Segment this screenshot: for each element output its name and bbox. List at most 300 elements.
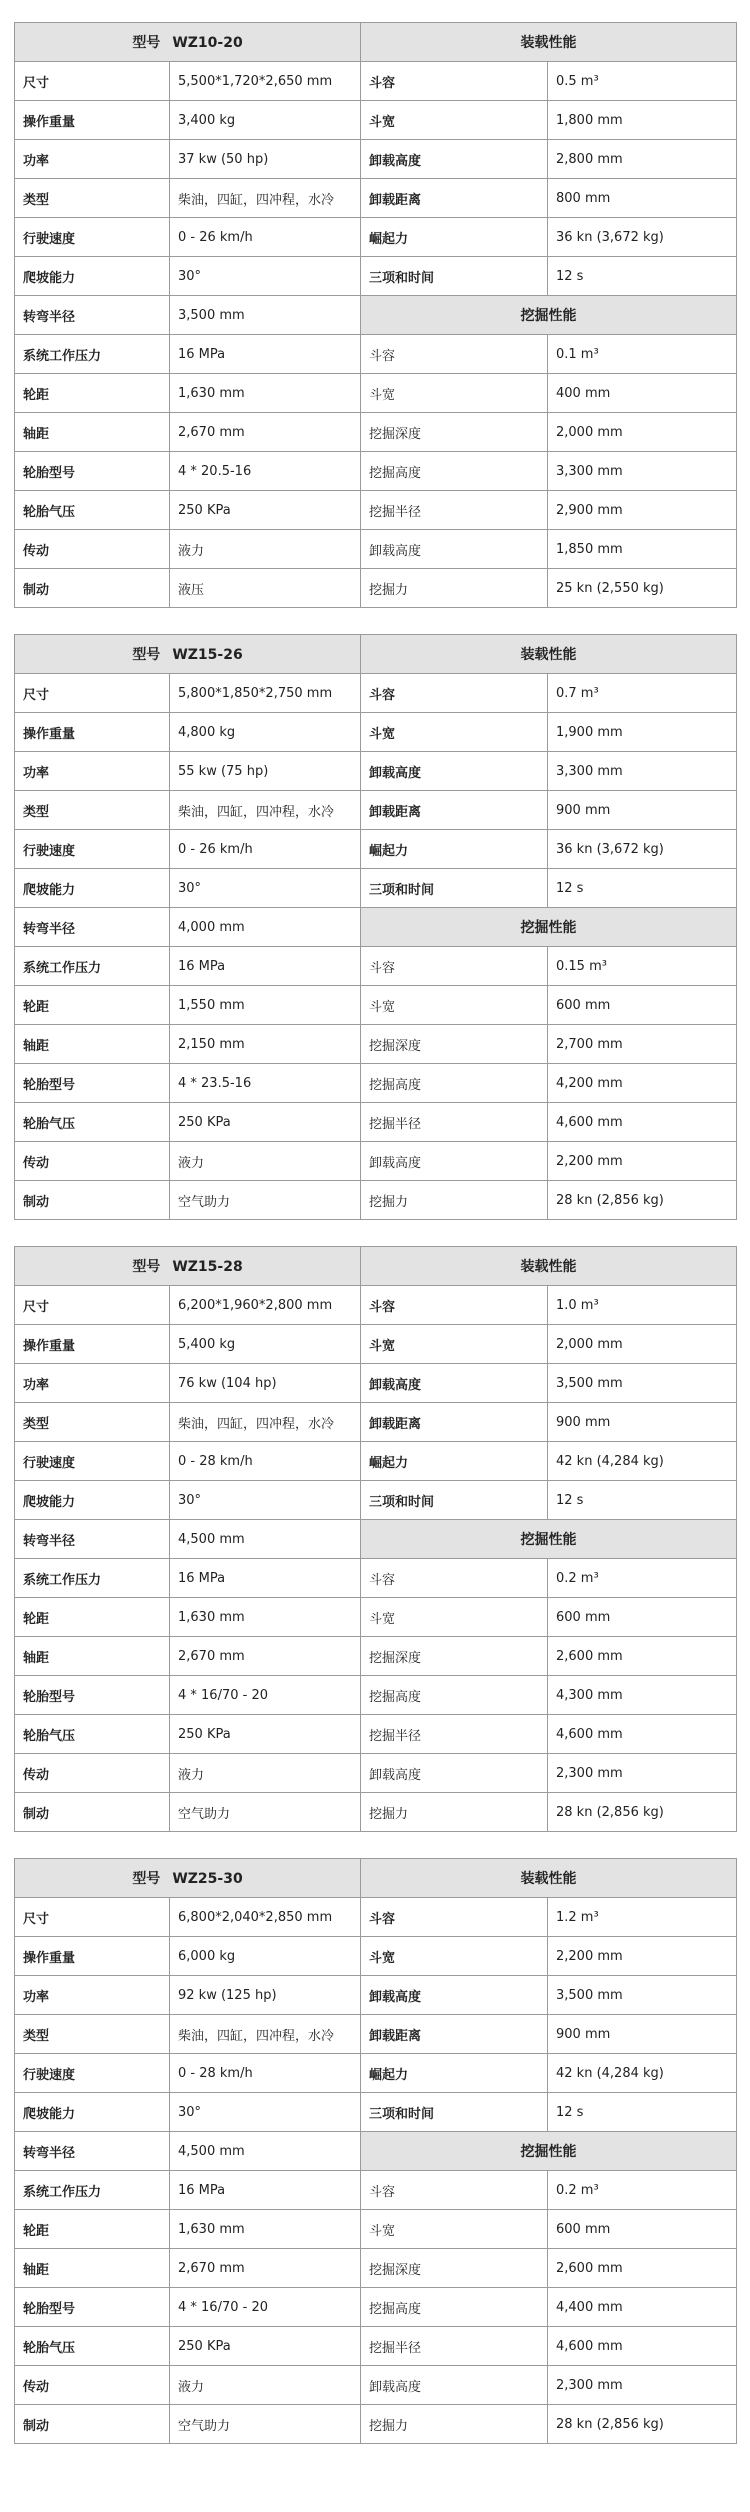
- spec-value: 0 - 28 km/h: [170, 2054, 361, 2093]
- spec-value: 250 KPa: [170, 1103, 361, 1142]
- spec-label: 爬坡能力: [15, 1481, 170, 1520]
- spec-label: 轮胎型号: [15, 2288, 170, 2327]
- spec-value: 液力: [170, 1754, 361, 1793]
- spec-label: 功率: [15, 1364, 170, 1403]
- dig-spec-label: 挖掘深度: [361, 413, 548, 452]
- spec-value: 液压: [170, 569, 361, 608]
- load-spec-label: 斗容: [361, 62, 548, 101]
- load-spec-label: 斗宽: [361, 101, 548, 140]
- spec-value: 92 kw (125 hp): [170, 1976, 361, 2015]
- spec-label: 轮胎气压: [15, 491, 170, 530]
- table-row: [15, 2015, 737, 2054]
- spec-value: 4,000 mm: [170, 908, 361, 947]
- spec-value: 1,630 mm: [170, 1598, 361, 1637]
- load-spec-value: 36 kn (3,672 kg): [548, 218, 737, 257]
- dig-spec-value: 0.1 m³: [548, 335, 737, 374]
- spec-value: 30°: [170, 1481, 361, 1520]
- spec-value: 3,500 mm: [170, 296, 361, 335]
- table-row: [15, 1976, 737, 2015]
- spec-label: 轮胎气压: [15, 2327, 170, 2366]
- table-row: [15, 2171, 737, 2210]
- load-spec-value: 3,500 mm: [548, 1976, 737, 2015]
- load-spec-label: 崛起力: [361, 218, 548, 257]
- table-row: [15, 1142, 737, 1181]
- dig-spec-value: 25 kn (2,550 kg): [548, 569, 737, 608]
- dig-spec-value: 2,300 mm: [548, 2366, 737, 2405]
- dig-spec-value: 2,700 mm: [548, 1025, 737, 1064]
- load-spec-value: 12 s: [548, 257, 737, 296]
- table-row: [15, 1754, 737, 1793]
- model-heading: [15, 23, 361, 62]
- spec-label: 操作重量: [15, 101, 170, 140]
- spec-value: 3,400 kg: [170, 101, 361, 140]
- dig-spec-label: 卸载高度: [361, 2366, 548, 2405]
- spec-value: 5,800*1,850*2,750 mm: [170, 674, 361, 713]
- spec-value: 2,670 mm: [170, 1637, 361, 1676]
- load-spec-value: 900 mm: [548, 791, 737, 830]
- load-spec-value: 1,900 mm: [548, 713, 737, 752]
- spec-label: 操作重量: [15, 1325, 170, 1364]
- dig-spec-label: 挖掘半径: [361, 1715, 548, 1754]
- table-row: [15, 1715, 737, 1754]
- spec-label: 制动: [15, 1181, 170, 1220]
- load-spec-label: 卸载距离: [361, 791, 548, 830]
- spec-value: 4,500 mm: [170, 1520, 361, 1559]
- spec-label: 轴距: [15, 413, 170, 452]
- spec-value: 1,630 mm: [170, 2210, 361, 2249]
- table-row: [15, 830, 737, 869]
- dig-spec-value: 600 mm: [548, 2210, 737, 2249]
- table-header-row: [15, 635, 737, 674]
- spec-label: 轮胎气压: [15, 1715, 170, 1754]
- table-row: [15, 296, 737, 335]
- table-row: [15, 1064, 737, 1103]
- load-spec-value: 12 s: [548, 869, 737, 908]
- load-spec-value: 1,800 mm: [548, 101, 737, 140]
- dig-spec-label: 斗容: [361, 2171, 548, 2210]
- dig-spec-label: 挖掘深度: [361, 1025, 548, 1064]
- table-row: [15, 218, 737, 257]
- spec-value: 76 kw (104 hp): [170, 1364, 361, 1403]
- spec-label: 轮胎型号: [15, 452, 170, 491]
- spec-label: 类型: [15, 2015, 170, 2054]
- table-row: [15, 2093, 737, 2132]
- spec-label: 系统工作压力: [15, 335, 170, 374]
- dig-spec-value: 28 kn (2,856 kg): [548, 1181, 737, 1220]
- table-row: [15, 2054, 737, 2093]
- spec-label: 传动: [15, 1142, 170, 1181]
- dig-spec-value: 4,600 mm: [548, 1715, 737, 1754]
- spec-label: 爬坡能力: [15, 869, 170, 908]
- model-heading: [15, 1859, 361, 1898]
- table-row: [15, 1559, 737, 1598]
- table-row: [15, 1793, 737, 1832]
- spec-label: 转弯半径: [15, 2132, 170, 2171]
- model-name: WZ10-20: [172, 35, 243, 51]
- table-row: [15, 1676, 737, 1715]
- dig-spec-value: 2,600 mm: [548, 1637, 737, 1676]
- table-row: [15, 530, 737, 569]
- spec-value: 250 KPa: [170, 1715, 361, 1754]
- load-spec-value: 12 s: [548, 1481, 737, 1520]
- dig-spec-value: 2,300 mm: [548, 1754, 737, 1793]
- spec-value: 6,200*1,960*2,800 mm: [170, 1286, 361, 1325]
- model-heading: [15, 1247, 361, 1286]
- load-spec-label: 斗宽: [361, 1937, 548, 1976]
- spec-value: 4 * 16/70 - 20: [170, 1676, 361, 1715]
- spec-value: 0 - 26 km/h: [170, 218, 361, 257]
- table-row: [15, 1325, 737, 1364]
- table-row: [15, 491, 737, 530]
- model-name: WZ15-28: [172, 1259, 243, 1275]
- spec-label: 转弯半径: [15, 908, 170, 947]
- spec-label: 轮胎气压: [15, 1103, 170, 1142]
- load-spec-value: 2,000 mm: [548, 1325, 737, 1364]
- table-row: [15, 452, 737, 491]
- section-heading-dig: 挖掘性能: [361, 1520, 737, 1559]
- spec-label: 功率: [15, 752, 170, 791]
- dig-spec-value: 3,300 mm: [548, 452, 737, 491]
- load-spec-value: 0.7 m³: [548, 674, 737, 713]
- table-row: [15, 2366, 737, 2405]
- spec-value: 16 MPa: [170, 2171, 361, 2210]
- spec-label: 功率: [15, 1976, 170, 2015]
- dig-spec-label: 挖掘高度: [361, 1676, 548, 1715]
- spec-value: 柴油，四缸，四冲程，水冷: [170, 179, 361, 218]
- table-row: [15, 101, 737, 140]
- model-label: 型号: [132, 647, 161, 663]
- table-row: [15, 1364, 737, 1403]
- spec-label: 类型: [15, 1403, 170, 1442]
- model-name: WZ15-26: [172, 647, 243, 663]
- load-spec-label: 斗容: [361, 674, 548, 713]
- table-row: [15, 2405, 737, 2444]
- spec-label: 系统工作压力: [15, 947, 170, 986]
- spec-value: 5,400 kg: [170, 1325, 361, 1364]
- spec-value: 柴油，四缸，四冲程，水冷: [170, 2015, 361, 2054]
- dig-spec-label: 挖掘深度: [361, 1637, 548, 1676]
- spec-label: 尺寸: [15, 674, 170, 713]
- dig-spec-value: 2,600 mm: [548, 2249, 737, 2288]
- spec-label: 尺寸: [15, 62, 170, 101]
- section-heading-load: 装载性能: [361, 1859, 737, 1898]
- table-row: [15, 908, 737, 947]
- table-row: [15, 335, 737, 374]
- load-spec-label: 卸载高度: [361, 1976, 548, 2015]
- section-heading-dig: 挖掘性能: [361, 296, 737, 335]
- load-spec-value: 2,200 mm: [548, 1937, 737, 1976]
- dig-spec-value: 2,900 mm: [548, 491, 737, 530]
- load-spec-value: 12 s: [548, 2093, 737, 2132]
- spec-label: 轮胎型号: [15, 1064, 170, 1103]
- load-spec-label: 卸载距离: [361, 179, 548, 218]
- table-row: [15, 1937, 737, 1976]
- spec-label: 行驶速度: [15, 830, 170, 869]
- spec-value: 4 * 20.5-16: [170, 452, 361, 491]
- spec-table-wz10-20: [14, 22, 737, 608]
- table-row: [15, 1637, 737, 1676]
- dig-spec-value: 4,600 mm: [548, 2327, 737, 2366]
- table-row: [15, 752, 737, 791]
- spec-label: 系统工作压力: [15, 2171, 170, 2210]
- dig-spec-value: 1,850 mm: [548, 530, 737, 569]
- section-heading-load: 装载性能: [361, 635, 737, 674]
- spec-value: 1,550 mm: [170, 986, 361, 1025]
- spec-value: 4,800 kg: [170, 713, 361, 752]
- spec-value: 16 MPa: [170, 1559, 361, 1598]
- dig-spec-label: 挖掘高度: [361, 2288, 548, 2327]
- table-row: [15, 986, 737, 1025]
- load-spec-label: 斗容: [361, 1286, 548, 1325]
- table-row: [15, 674, 737, 713]
- table-row: [15, 1442, 737, 1481]
- spec-label: 转弯半径: [15, 1520, 170, 1559]
- load-spec-value: 2,800 mm: [548, 140, 737, 179]
- dig-spec-label: 挖掘半径: [361, 2327, 548, 2366]
- load-spec-label: 卸载高度: [361, 1364, 548, 1403]
- spec-label: 轮胎型号: [15, 1676, 170, 1715]
- section-heading-dig: 挖掘性能: [361, 908, 737, 947]
- table-row: [15, 947, 737, 986]
- dig-spec-label: 斗宽: [361, 986, 548, 1025]
- dig-spec-value: 0.2 m³: [548, 1559, 737, 1598]
- load-spec-label: 斗宽: [361, 1325, 548, 1364]
- dig-spec-label: 挖掘高度: [361, 452, 548, 491]
- spec-value: 16 MPa: [170, 947, 361, 986]
- spec-label: 尺寸: [15, 1286, 170, 1325]
- spec-table-wz15-26: [14, 634, 737, 1220]
- dig-spec-value: 2,000 mm: [548, 413, 737, 452]
- dig-spec-label: 卸载高度: [361, 530, 548, 569]
- spec-value: 0 - 28 km/h: [170, 1442, 361, 1481]
- table-row: [15, 2327, 737, 2366]
- load-spec-label: 三项和时间: [361, 1481, 548, 1520]
- load-spec-label: 三项和时间: [361, 2093, 548, 2132]
- load-spec-label: 崛起力: [361, 2054, 548, 2093]
- spec-label: 制动: [15, 1793, 170, 1832]
- load-spec-value: 1.0 m³: [548, 1286, 737, 1325]
- spec-value: 空气助力: [170, 2405, 361, 2444]
- section-heading-load: 装载性能: [361, 23, 737, 62]
- dig-spec-value: 600 mm: [548, 986, 737, 1025]
- dig-spec-value: 4,600 mm: [548, 1103, 737, 1142]
- spec-value: 1,630 mm: [170, 374, 361, 413]
- table-row: [15, 1181, 737, 1220]
- table-row: [15, 2249, 737, 2288]
- table-row: [15, 1481, 737, 1520]
- dig-spec-value: 28 kn (2,856 kg): [548, 1793, 737, 1832]
- dig-spec-value: 0.15 m³: [548, 947, 737, 986]
- table-header-row: [15, 1859, 737, 1898]
- spec-label: 传动: [15, 2366, 170, 2405]
- table-row: [15, 1403, 737, 1442]
- spec-label: 传动: [15, 1754, 170, 1793]
- spec-value: 6,800*2,040*2,850 mm: [170, 1898, 361, 1937]
- table-row: [15, 1025, 737, 1064]
- load-spec-label: 崛起力: [361, 830, 548, 869]
- load-spec-value: 3,500 mm: [548, 1364, 737, 1403]
- table-row: [15, 1598, 737, 1637]
- spec-label: 爬坡能力: [15, 2093, 170, 2132]
- spec-label: 尺寸: [15, 1898, 170, 1937]
- table-row: [15, 569, 737, 608]
- dig-spec-label: 挖掘力: [361, 569, 548, 608]
- model-label: 型号: [132, 1259, 161, 1275]
- spec-label: 轮距: [15, 1598, 170, 1637]
- table-header-row: [15, 23, 737, 62]
- dig-spec-label: 挖掘力: [361, 2405, 548, 2444]
- table-row: [15, 2210, 737, 2249]
- spec-label: 系统工作压力: [15, 1559, 170, 1598]
- table-row: [15, 413, 737, 452]
- spec-value: 柴油，四缸，四冲程，水冷: [170, 1403, 361, 1442]
- dig-spec-label: 挖掘高度: [361, 1064, 548, 1103]
- spec-label: 传动: [15, 530, 170, 569]
- table-row: [15, 62, 737, 101]
- table-row: [15, 1898, 737, 1937]
- spec-value: 4 * 23.5-16: [170, 1064, 361, 1103]
- spec-label: 行驶速度: [15, 1442, 170, 1481]
- spec-label: 制动: [15, 569, 170, 608]
- model-name: WZ25-30: [172, 1871, 243, 1887]
- section-heading-load: 装载性能: [361, 1247, 737, 1286]
- spec-value: 液力: [170, 2366, 361, 2405]
- spec-value: 柴油，四缸，四冲程，水冷: [170, 791, 361, 830]
- model-heading: [15, 635, 361, 674]
- spec-value: 0 - 26 km/h: [170, 830, 361, 869]
- spec-value: 2,150 mm: [170, 1025, 361, 1064]
- dig-spec-value: 400 mm: [548, 374, 737, 413]
- dig-spec-value: 4,200 mm: [548, 1064, 737, 1103]
- spec-label: 行驶速度: [15, 2054, 170, 2093]
- dig-spec-value: 0.2 m³: [548, 2171, 737, 2210]
- load-spec-label: 斗宽: [361, 713, 548, 752]
- spec-label: 轴距: [15, 2249, 170, 2288]
- table-row: [15, 2132, 737, 2171]
- load-spec-value: 900 mm: [548, 1403, 737, 1442]
- spec-label: 轴距: [15, 1025, 170, 1064]
- spec-value: 空气助力: [170, 1793, 361, 1832]
- load-spec-label: 崛起力: [361, 1442, 548, 1481]
- model-label: 型号: [132, 35, 161, 51]
- spec-value: 4,500 mm: [170, 2132, 361, 2171]
- dig-spec-label: 挖掘力: [361, 1793, 548, 1832]
- spec-table-wz15-28: [14, 1246, 737, 1832]
- dig-spec-label: 斗容: [361, 1559, 548, 1598]
- dig-spec-value: 2,200 mm: [548, 1142, 737, 1181]
- spec-value: 250 KPa: [170, 491, 361, 530]
- load-spec-value: 0.5 m³: [548, 62, 737, 101]
- dig-spec-label: 斗容: [361, 335, 548, 374]
- spec-label: 操作重量: [15, 713, 170, 752]
- load-spec-label: 三项和时间: [361, 869, 548, 908]
- dig-spec-label: 斗容: [361, 947, 548, 986]
- table-row: [15, 140, 737, 179]
- table-header-row: [15, 1247, 737, 1286]
- spec-label: 转弯半径: [15, 296, 170, 335]
- load-spec-value: 900 mm: [548, 2015, 737, 2054]
- spec-value: 空气助力: [170, 1181, 361, 1220]
- spec-value: 液力: [170, 1142, 361, 1181]
- dig-spec-label: 斗宽: [361, 374, 548, 413]
- spec-value: 5,500*1,720*2,650 mm: [170, 62, 361, 101]
- dig-spec-label: 挖掘半径: [361, 1103, 548, 1142]
- dig-spec-value: 4,400 mm: [548, 2288, 737, 2327]
- table-row: [15, 869, 737, 908]
- spec-value: 55 kw (75 hp): [170, 752, 361, 791]
- section-heading-dig: 挖掘性能: [361, 2132, 737, 2171]
- spec-label: 类型: [15, 791, 170, 830]
- load-spec-value: 1.2 m³: [548, 1898, 737, 1937]
- load-spec-label: 卸载高度: [361, 752, 548, 791]
- dig-spec-value: 28 kn (2,856 kg): [548, 2405, 737, 2444]
- load-spec-value: 36 kn (3,672 kg): [548, 830, 737, 869]
- spec-value: 30°: [170, 257, 361, 296]
- spec-label: 行驶速度: [15, 218, 170, 257]
- table-row: [15, 713, 737, 752]
- spec-value: 30°: [170, 2093, 361, 2132]
- spec-value: 250 KPa: [170, 2327, 361, 2366]
- dig-spec-label: 挖掘半径: [361, 491, 548, 530]
- dig-spec-value: 4,300 mm: [548, 1676, 737, 1715]
- spec-label: 功率: [15, 140, 170, 179]
- spec-value: 2,670 mm: [170, 2249, 361, 2288]
- dig-spec-label: 挖掘力: [361, 1181, 548, 1220]
- table-row: [15, 791, 737, 830]
- dig-spec-label: 卸载高度: [361, 1142, 548, 1181]
- dig-spec-label: 斗宽: [361, 2210, 548, 2249]
- spec-value: 4 * 16/70 - 20: [170, 2288, 361, 2327]
- dig-spec-label: 斗宽: [361, 1598, 548, 1637]
- spec-label: 制动: [15, 2405, 170, 2444]
- spec-value: 2,670 mm: [170, 413, 361, 452]
- spec-label: 轮距: [15, 374, 170, 413]
- table-row: [15, 1520, 737, 1559]
- table-row: [15, 179, 737, 218]
- spec-value: 液力: [170, 530, 361, 569]
- load-spec-value: 42 kn (4,284 kg): [548, 2054, 737, 2093]
- spec-label: 轮距: [15, 986, 170, 1025]
- spec-label: 类型: [15, 179, 170, 218]
- load-spec-label: 卸载距离: [361, 1403, 548, 1442]
- spec-value: 6,000 kg: [170, 1937, 361, 1976]
- dig-spec-label: 挖掘深度: [361, 2249, 548, 2288]
- table-row: [15, 1103, 737, 1142]
- load-spec-label: 卸载距离: [361, 2015, 548, 2054]
- spec-value: 30°: [170, 869, 361, 908]
- spec-value: 16 MPa: [170, 335, 361, 374]
- spec-value: 37 kw (50 hp): [170, 140, 361, 179]
- table-row: [15, 257, 737, 296]
- load-spec-label: 卸载高度: [361, 140, 548, 179]
- load-spec-value: 800 mm: [548, 179, 737, 218]
- load-spec-value: 3,300 mm: [548, 752, 737, 791]
- table-row: [15, 1286, 737, 1325]
- spec-label: 轮距: [15, 2210, 170, 2249]
- spec-label: 轴距: [15, 1637, 170, 1676]
- spec-label: 操作重量: [15, 1937, 170, 1976]
- spec-table-wz25-30: [14, 1858, 737, 2444]
- table-row: [15, 2288, 737, 2327]
- dig-spec-value: 600 mm: [548, 1598, 737, 1637]
- load-spec-value: 42 kn (4,284 kg): [548, 1442, 737, 1481]
- dig-spec-label: 卸载高度: [361, 1754, 548, 1793]
- load-spec-label: 三项和时间: [361, 257, 548, 296]
- load-spec-label: 斗容: [361, 1898, 548, 1937]
- spec-label: 爬坡能力: [15, 257, 170, 296]
- model-label: 型号: [132, 1871, 161, 1887]
- table-row: [15, 374, 737, 413]
